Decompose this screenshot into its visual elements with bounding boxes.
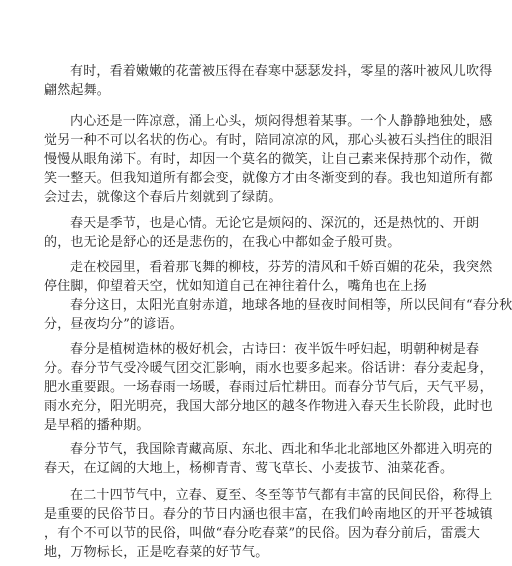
paragraph-2 (44, 112, 493, 207)
text-line: 分，昼夜均分”的谚语。 (44, 317, 183, 332)
text-line: 分。春分节气受冷暖气团交汇影响，雨水也要多起来。俗话讲：春分麦起身， (44, 361, 493, 376)
text-line: 是重要的民俗节日。春分的节日内涵也很丰富，在我们岭南地区的开平苍城镇 (44, 507, 493, 522)
text-line: 走在校园里，看着那飞舞的柳枝，芬芳的清风和千娇百媚的花朵，我突然 (70, 260, 493, 275)
paragraph-4 (44, 258, 512, 334)
text-line: 慢慢从眼角涕下。有时，却因一个莫名的微笑，让自己素来保持那个动作，微 (44, 152, 493, 167)
paragraph-5 (44, 340, 493, 435)
text-line: 笑一整天。但我知道所有都会变，就像方才由冬渐变到的春。我也知道所有都 (44, 171, 493, 186)
text-line: 是早稻的播种期。 (44, 418, 150, 433)
paragraph-3 (44, 214, 480, 252)
text-line: 春分是植树造林的极好机会，古诗曰：夜半饭牛呼妇起，明朝种树是春 (70, 342, 480, 357)
text-line: 春分节气，我国除青藏高原、东北、西北和华北北部地区外都进入明亮的 (70, 442, 493, 457)
paragraph-1 (44, 62, 493, 100)
text-line: 春天是季节，也是心情。无论它是烦闷的、深沉的，还是热忱的、开朗 (70, 216, 480, 231)
text-line: 春分这日，太阳光直射赤道，地球各地的昼夜时间相等，所以民间有“春分秋 (70, 298, 512, 313)
paragraph-6 (44, 440, 493, 478)
text-line: 内心还是一阵凉意，涌上心头，烦闷得想着某事。一个人静静地独处，感 (70, 114, 493, 129)
text-line: 在二十四节气中，立春、夏至、冬至等节气都有丰富的民间民俗，称得上 (70, 488, 493, 503)
text-line: 有时，看着嫩嫩的花蕾被压得在春寒中瑟瑟发抖，零星的落叶被风儿吹得 (70, 64, 493, 79)
text-line: 春天，在辽阔的大地上，杨柳青青、莺飞草长、小麦拔节、油菜花香。 (44, 461, 454, 476)
text-line: 雨水充分，阳光明亮，我国大部分地区的越冬作物进入春天生长阶段，此时也 (44, 399, 493, 414)
text-line: ，有个不可以节的民俗，叫做“春分吃春菜”的民俗。因为春分前后，雷震大 (44, 526, 481, 541)
text-line: 肥水重要跟。一场春雨一场暖，春雨过后忙耕田。而春分节气后，天气平易， (44, 380, 493, 395)
text-line: 会过去，就像这个春后片刻就到了绿荫。 (44, 190, 282, 205)
text-line: 翩然起舞。 (44, 83, 111, 98)
text-line: 觉另一种不可以名状的伤心。有时，陪同凉凉的风，那心头被石头挡住的眼泪 (44, 133, 493, 148)
paragraph-7 (44, 486, 493, 562)
text-line: 停住脚，仰望着天空，忧如知道自己在神往着什么，嘴角也在上扬 (44, 279, 427, 294)
text-line: 地，万物标长，正是吃春菜的好节气。 (44, 545, 269, 560)
text-line: 的，也无论是舒心的还是悲伤的，在我心中都如金子般可贵。 (44, 235, 401, 250)
